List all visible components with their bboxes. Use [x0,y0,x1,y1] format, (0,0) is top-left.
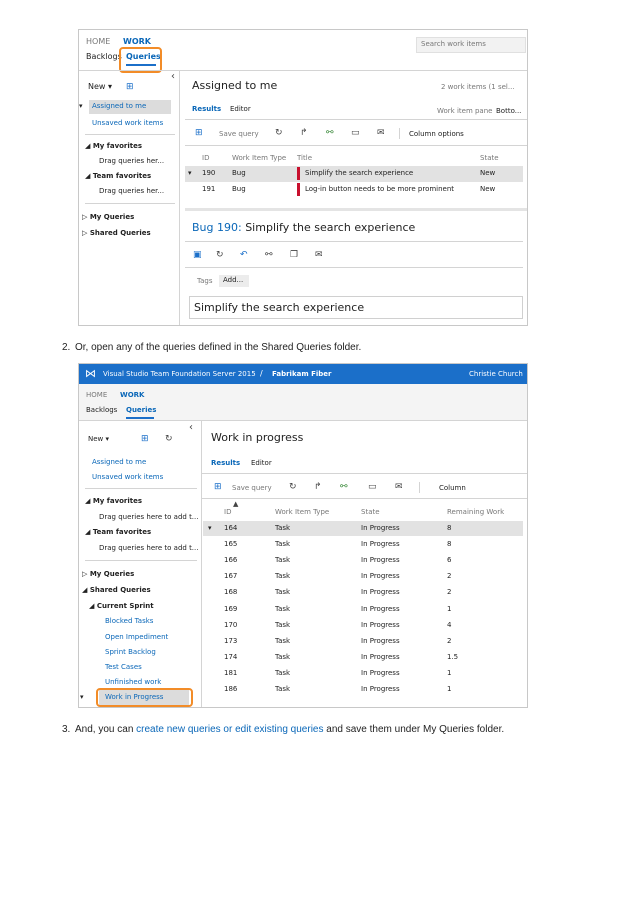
table-cell-state: In Progress [361,668,400,677]
sidebar-drag-hint-2: Drag queries here to add t... [99,544,199,552]
row-expand-icon[interactable]: ▾ [188,169,192,177]
table-cell-state: In Progress [361,572,400,581]
step-3-number: 3. [62,724,71,735]
table-cell-id: 164 [224,524,238,532]
table-cell-rw: 2 [447,588,452,597]
title-field[interactable] [189,296,523,319]
column-options-button[interactable]: Column [439,484,466,492]
table-cell-rw: 8 [447,524,452,532]
pane-divider [185,208,527,211]
sidebar-divider [85,488,197,489]
table-cell-state: In Progress [361,556,400,565]
toolbar-sep [399,128,400,139]
sidebar-my-queries[interactable]: ▷ My Queries [82,213,135,221]
table-cell-rw: 1 [447,685,452,693]
work-item-pane-value[interactable]: Botto... [496,107,522,115]
table-cell-rw: 4 [447,620,452,629]
table-cell-state: In Progress [361,588,400,597]
table-cell-type: Task [275,524,291,532]
sidebar-query-test-cases[interactable]: Test Cases [105,663,142,671]
table-cell-state: In Progress [361,524,400,532]
header-slash: / [260,369,263,378]
vs-logo-icon[interactable]: ⋈ [85,367,96,380]
col-header-state[interactable]: State [480,154,499,162]
sidebar-my-queries[interactable]: ▷ My Queries [82,570,135,578]
work-item-toolbar-divider [185,267,523,268]
table-cell-rw: 1 [447,668,452,677]
sidebar-item-assigned[interactable]: Assigned to me [92,102,147,110]
table-cell-rw: 2 [447,572,452,581]
sidebar-my-favorites[interactable]: ◢ My favorites [85,142,143,150]
toolbar-bottom-divider [185,145,527,146]
search-placeholder: Search work items [421,40,486,48]
table-cell-id: 190 [202,169,216,177]
undo-icon[interactable]: ↶ [240,250,248,260]
link-icon[interactable]: ⚯ [265,250,273,260]
mail-icon[interactable]: ✉ [377,128,385,138]
table-cell-state: In Progress [361,540,400,549]
share-icon[interactable]: ↱ [300,128,308,138]
sidebar-shared-queries[interactable]: ▷ Shared Queries [82,229,151,237]
table-cell-id: 186 [224,685,238,693]
sidebar-item-unsaved[interactable]: Unsaved work items [92,119,164,127]
sidebar-drag-hint-1: Drag queries here to add t... [99,513,199,521]
app-header [79,364,527,384]
table-cell-state: New [480,185,496,193]
col-header-type[interactable]: Work Item Type [232,154,287,162]
table-cell-rw: 2 [447,636,452,645]
mail-icon[interactable]: ✉ [395,482,403,492]
expand-icon[interactable]: ▾ [80,693,84,701]
nav-backlogs[interactable]: Backlogs [86,406,118,414]
save-icon[interactable]: ▣ [193,250,202,260]
nav-home[interactable]: HOME [86,391,108,399]
table-cell-state: In Progress [361,636,400,645]
table-cell-id: 168 [224,588,238,597]
queries-underline [126,417,154,419]
collapse-icon[interactable]: ‹ [171,71,175,82]
table-cell-type: Task [275,668,291,677]
step-2-number: 2. [62,342,71,353]
sidebar-query-unfinished-work[interactable]: Unfinished work [105,678,162,686]
collapse-icon[interactable]: ‹ [189,422,193,433]
nav-work[interactable]: WORK [123,37,151,46]
table-cell-rw: 8 [447,540,452,549]
table-cell-id: 173 [224,636,238,645]
screenshot-assigned-to-me [78,29,528,326]
tags-add-label: Add... [223,276,244,284]
work-item-count: 2 work items (1 sel... [441,83,515,91]
sidebar-team-favorites[interactable]: ◢ Team favorites [85,528,152,536]
col-header-title[interactable]: Title [297,154,313,162]
tab-editor[interactable]: Editor [251,459,272,467]
link-icon[interactable]: ⚯ [340,482,348,492]
open-in-excel-icon[interactable]: ▭ [368,482,377,492]
table-cell-id: 191 [202,185,216,193]
table-cell-state: New [480,169,496,177]
table-cell-state: In Progress [361,604,400,613]
table-cell-type: Bug [232,185,246,193]
sidebar [79,421,202,707]
table-cell-id: 174 [224,652,238,661]
bug-color-bar [297,183,300,196]
tab-editor[interactable]: Editor [230,105,251,113]
work-in-progress-highlight [96,688,193,707]
link-icon[interactable]: ⚯ [326,128,334,138]
sidebar-drag-hint-2: Drag queries her... [99,187,165,195]
table-cell-id: 170 [224,620,238,629]
sidebar-query-open-impediment[interactable]: Open Impediment [105,633,169,641]
search-box[interactable] [416,37,526,53]
mail-icon[interactable]: ✉ [315,250,323,260]
table-cell-title: Log-in button needs to be more prominent [305,185,455,193]
table-cell-id: 166 [224,556,238,565]
title-field-value: Simplify the search experience [194,301,365,314]
col-header-id[interactable]: ID [224,508,232,516]
nav-home[interactable]: HOME [86,37,111,46]
new-query-icon[interactable]: ⊞ [141,434,149,444]
col-header-type[interactable]: Work Item Type [275,508,330,516]
col-header-state[interactable]: State [361,508,380,516]
sidebar-drag-hint-1: Drag queries her... [99,157,165,165]
refresh-icon[interactable]: ↻ [275,128,283,138]
table-cell-id: 167 [224,572,238,581]
table-cell-type: Bug [232,169,246,177]
table-cell-type: Task [275,572,291,581]
column-options-button[interactable]: Column options [409,130,464,138]
save-query-button[interactable]: Save query [219,130,259,138]
nav-area [79,384,527,420]
table-cell-title: Simplify the search experience [305,169,414,177]
table-cell-id: 169 [224,604,238,613]
refresh-icon[interactable]: ↻ [165,434,173,444]
create-edit-queries-link[interactable]: create new queries or edit existing queries [136,724,324,735]
table-cell-type: Task [275,588,291,597]
app-brand[interactable]: Visual Studio Team Foundation Server 2015 [103,370,256,378]
tab-results[interactable]: Results [192,105,222,113]
step-3-text: And, you can create new queries or edit existing queries and save them under My Queries folder. [75,724,505,735]
share-icon[interactable]: ↱ [314,482,322,492]
nav-queries[interactable]: Queries [126,406,157,414]
table-cell-type: Task [275,685,291,693]
page-title: Work in progress [211,431,304,444]
sidebar-current-sprint[interactable]: ◢ Current Sprint [89,602,154,610]
page-title: Assigned to me [192,79,278,92]
table-cell-state: In Progress [361,685,400,693]
sidebar-query-work-in-progress[interactable]: Work in Progress [105,693,164,701]
sidebar [79,71,180,325]
expand-icon[interactable]: ▾ [79,102,83,110]
copy-icon[interactable]: ❐ [290,250,299,260]
tab-results[interactable]: Results [211,459,241,467]
save-query-button[interactable]: Save query [232,484,272,492]
bug-color-bar [297,167,300,180]
project-name[interactable]: Fabrikam Fiber [272,370,332,378]
table-cell-type: Task [275,652,291,661]
col-header-id[interactable]: ID [202,154,210,162]
open-in-excel-icon[interactable]: ▭ [351,128,360,138]
tags-label: Tags [197,277,213,285]
new-query-icon-toolbar[interactable]: ⊞ [195,128,203,138]
toolbar-bottom-divider [201,498,527,499]
row-expand-icon[interactable]: ▾ [208,524,212,532]
table-cell-type: Task [275,556,291,565]
table-cell-id: 165 [224,540,238,549]
table-cell-type: Task [275,604,291,613]
refresh-icon[interactable]: ↻ [289,482,297,492]
sidebar-query-sprint-backlog[interactable]: Sprint Backlog [105,648,156,656]
table-cell-rw: 1 [447,604,452,613]
new-query-icon[interactable]: ⊞ [126,82,134,92]
toolbar-top-divider [201,473,527,474]
refresh-icon[interactable]: ↻ [216,250,224,260]
nav-backlogs[interactable]: Backlogs [86,52,122,61]
table-cell-type: Task [275,540,291,549]
nav-work[interactable]: WORK [120,391,145,399]
table-cell-rw: 6 [447,556,452,565]
bug-heading: Bug 190: Simplify the search experience [192,221,416,234]
user-name[interactable]: Christie Church [469,370,523,378]
sidebar-divider-2 [85,203,175,204]
col-header-remaining-work[interactable]: Remaining Work [447,508,505,516]
toolbar-sep [419,482,420,493]
tags-add-button[interactable] [219,275,249,287]
table-cell-id: 181 [224,668,238,677]
sort-ascending-icon[interactable]: ▲ [233,500,239,508]
nav-queries[interactable]: Queries [126,52,161,61]
sidebar-shared-queries[interactable]: ◢ Shared Queries [82,586,151,594]
sidebar-team-favorites[interactable]: ◢ Team favorites [85,172,152,180]
sidebar-my-favorites[interactable]: ◢ My favorites [85,497,143,505]
table-cell-state: In Progress [361,620,400,629]
bug-heading-divider [185,241,523,242]
new-button[interactable]: New ▾ [88,435,110,443]
table-cell-type: Task [275,620,291,629]
table-cell-type: Task [275,636,291,645]
work-item-pane-label: Work item pane [437,107,493,115]
sidebar-divider-2 [85,560,197,561]
sidebar-item-assigned[interactable]: Assigned to me [92,458,147,466]
sidebar-divider [85,134,175,135]
screenshot-work-in-progress [78,363,528,708]
table-cell-state: In Progress [361,652,400,661]
new-button[interactable]: New ▾ [88,82,113,91]
new-query-icon-toolbar[interactable]: ⊞ [214,482,222,492]
sidebar-query-blocked-tasks[interactable]: Blocked Tasks [105,617,154,625]
table-cell-rw: 1.5 [447,652,459,661]
toolbar-top-divider [185,119,527,120]
sidebar-item-unsaved[interactable]: Unsaved work items [92,473,164,481]
step-2-text: Or, open any of the queries defined in the Shared Queries folder. [75,342,362,353]
